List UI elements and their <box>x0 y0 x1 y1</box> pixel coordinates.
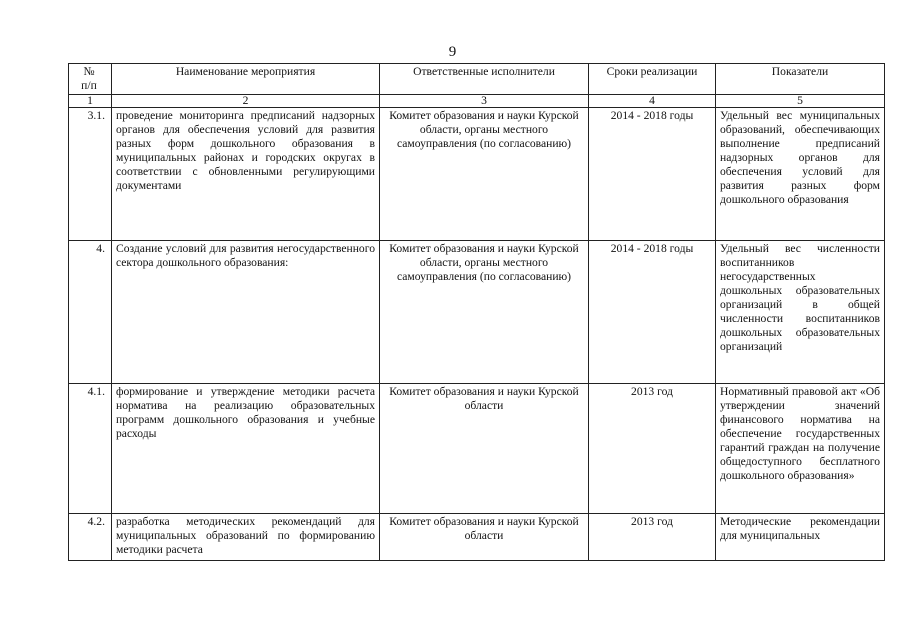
column-number: 3 <box>380 95 589 108</box>
indicators: Нормативный правовой акт «Об утверждении значений финансового норматива на обеспечение государственных гарантий граждан на получение общедоступного бесплатного дошкольного образования» <box>716 384 885 514</box>
period: 2014 - 2018 годы <box>589 108 716 241</box>
table-row <box>69 108 885 241</box>
table-row <box>69 514 885 561</box>
executors: Комитет образования и науки Курской области <box>380 514 589 561</box>
executors: Комитет образования и науки Курской области <box>380 384 589 514</box>
column-number: 1 <box>69 95 112 108</box>
table-header-row <box>69 64 885 95</box>
column-number: 4 <box>589 95 716 108</box>
activity-name: Создание условий для развития негосударственного сектора дошкольного образования: <box>112 241 380 384</box>
row-number: 3.1. <box>69 108 112 241</box>
activities-table <box>68 63 885 561</box>
column-number-row <box>69 95 885 108</box>
header-indicators: Показатели <box>716 64 885 95</box>
column-number: 2 <box>112 95 380 108</box>
column-number: 5 <box>716 95 885 108</box>
header-activity-name: Наименование мероприятия <box>112 64 380 95</box>
row-number: 4.1. <box>69 384 112 514</box>
executors: Комитет образования и науки Курской области, органы местного самоуправления (по согласованию) <box>380 108 589 241</box>
header-period: Сроки реализации <box>589 64 716 95</box>
row-number: 4. <box>69 241 112 384</box>
page-number: 9 <box>448 44 457 60</box>
period: 2014 - 2018 годы <box>589 241 716 384</box>
activity-name: проведение мониторинга предписаний надзорных органов для обеспечения условий для развития разных форм дошкольного образования в муниципальных районах и городских округах в соответствии с обновленными регулирующими документами <box>112 108 380 241</box>
indicators: Удельный вес численности воспитанников негосударственных дошкольных образовательных организаций в общей численности воспитанников дошкольных образовательных организаций <box>716 241 885 384</box>
table-row <box>69 384 885 514</box>
indicators: Методические рекомендации для муниципальных <box>716 514 885 561</box>
activity-name: разработка методических рекомендаций для муниципальных образований по формированию методики расчета <box>112 514 380 561</box>
activity-name: формирование и утверждение методики расчета норматива на реализацию образовательных программ дошкольного образования и учебные расходы <box>112 384 380 514</box>
header-executors: Ответственные исполнители <box>380 64 589 95</box>
indicators: Удельный вес муниципальных образований, обеспечивающих выполнение предписаний надзорных органов для обеспечения условий для развития разных форм дошкольного образования <box>716 108 885 241</box>
header-number: № п/п <box>69 64 112 95</box>
executors: Комитет образования и науки Курской области, органы местного самоуправления (по согласованию) <box>380 241 589 384</box>
period: 2013 год <box>589 514 716 561</box>
table-row <box>69 241 885 384</box>
row-number: 4.2. <box>69 514 112 561</box>
period: 2013 год <box>589 384 716 514</box>
